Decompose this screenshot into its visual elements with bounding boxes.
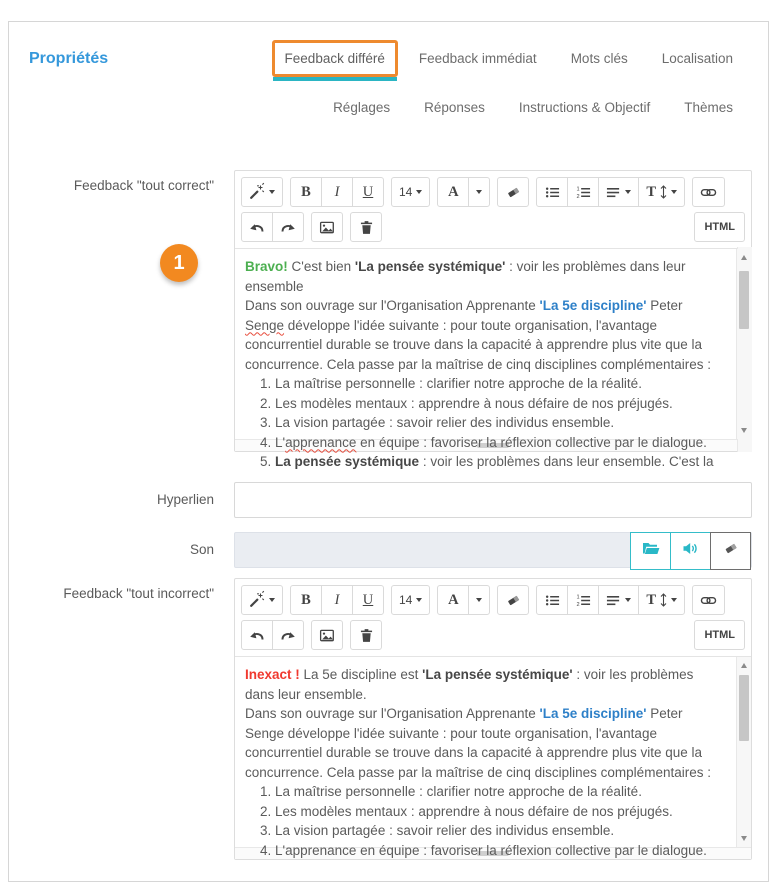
italic-button[interactable]: I bbox=[321, 177, 353, 207]
unordered-list-button[interactable] bbox=[536, 177, 568, 207]
svg-text:2: 2 bbox=[576, 601, 580, 608]
page-title: Propriétés bbox=[29, 50, 109, 67]
speaker-icon bbox=[682, 541, 699, 561]
undo-button[interactable] bbox=[241, 212, 273, 242]
chevron-down-icon bbox=[476, 598, 482, 602]
chevron-down-icon bbox=[476, 190, 482, 194]
ordered-list-icon bbox=[576, 185, 591, 200]
scrollbar-thumb[interactable] bbox=[739, 675, 749, 741]
scroll-down-icon[interactable] bbox=[741, 836, 747, 841]
link-icon bbox=[700, 185, 717, 200]
tab-themes[interactable]: Thèmes bbox=[684, 100, 733, 115]
tab-row-2 bbox=[320, 89, 746, 126]
eraser-icon bbox=[506, 185, 521, 200]
chevron-down-icon bbox=[671, 598, 677, 602]
italic-button[interactable]: I bbox=[321, 585, 353, 615]
link-button[interactable] bbox=[692, 177, 725, 207]
tab-reponses[interactable]: Réponses bbox=[424, 100, 485, 115]
step-1-badge: 1 bbox=[160, 244, 198, 282]
panel-header bbox=[29, 40, 752, 126]
redo-arrow-icon bbox=[280, 629, 296, 642]
undo-arrow-icon bbox=[249, 629, 265, 642]
image-icon bbox=[319, 220, 335, 235]
tab-localisation[interactable]: Localisation bbox=[661, 51, 733, 66]
line-height-button[interactable]: T bbox=[638, 177, 685, 207]
feedback-correct-row bbox=[29, 170, 752, 469]
eraser-icon bbox=[723, 541, 739, 561]
undo-button[interactable] bbox=[241, 620, 273, 650]
clear-format-button[interactable] bbox=[497, 177, 529, 207]
richtext-editor-correct bbox=[234, 170, 752, 469]
style-magic-button[interactable] bbox=[241, 585, 283, 615]
play-sound-button[interactable] bbox=[670, 532, 711, 570]
scroll-down-icon[interactable] bbox=[741, 428, 747, 433]
feedback-incorrect-row bbox=[29, 578, 752, 860]
chevron-down-icon bbox=[416, 190, 422, 194]
font-color-button[interactable]: A bbox=[437, 177, 469, 207]
delete-button[interactable] bbox=[350, 620, 382, 650]
image-icon bbox=[319, 628, 335, 643]
html-view-button[interactable]: HTML bbox=[694, 620, 745, 650]
bold-button[interactable]: B bbox=[290, 177, 322, 207]
style-magic-button[interactable] bbox=[241, 177, 283, 207]
editor-toolbar bbox=[235, 579, 751, 657]
chevron-down-icon bbox=[671, 190, 677, 194]
eraser-icon bbox=[506, 593, 521, 608]
undo-arrow-icon bbox=[249, 221, 265, 234]
insert-image-button[interactable] bbox=[311, 620, 343, 650]
vertical-scrollbar[interactable] bbox=[736, 657, 751, 847]
align-icon bbox=[606, 593, 621, 608]
svg-text:1: 1 bbox=[576, 186, 580, 193]
line-height-button[interactable]: T bbox=[638, 585, 685, 615]
redo-button[interactable] bbox=[272, 620, 304, 650]
link-icon bbox=[700, 593, 717, 608]
font-size-button[interactable]: 14 bbox=[391, 585, 430, 615]
editor-content-correct[interactable]: Bravo! C'est bien 'La pensée systémique' : voir les problèmes dans leur ensemble Dans son ouvrage sur l'Organisation Apprenante 'La 5e discipline' Peter Senge développe l'idée suivante : pour toute organisation, l'avantage concurrentiel durable se trouve dans la capacité à apprendre plus vite que la concurrence. Cela passe par la maîtrise de cinq disciplines complémentaires : 1. La maîtrise personnelle : clarifier notre approche de la réalité. 2. Les modèles mentaux : apprendre à nous défaire de nos préjugés. 3. La vision partagée : savoir relier des individus ensemble. 4. L'apprenance en équipe : favoriser la réflexion collective par le dialogue. 5. La pensée systémique : voir les problèmes dans leur ensemble. C'est la bbox=[235, 249, 751, 439]
trash-icon bbox=[360, 628, 373, 643]
scrollbar-thumb[interactable] bbox=[739, 271, 749, 329]
hyperlink-row bbox=[29, 482, 752, 518]
richtext-editor-incorrect bbox=[234, 578, 752, 860]
open-folder-icon bbox=[642, 541, 660, 561]
clear-sound-button[interactable] bbox=[710, 532, 751, 570]
chevron-down-icon bbox=[269, 598, 275, 602]
chevron-down-icon bbox=[625, 598, 631, 602]
ordered-list-icon bbox=[576, 593, 591, 608]
font-size-button[interactable]: 14 bbox=[391, 177, 430, 207]
scroll-up-icon[interactable] bbox=[741, 255, 747, 260]
trash-icon bbox=[360, 220, 373, 235]
tab-feedback-differe[interactable]: Feedback différé bbox=[272, 40, 398, 77]
sound-label: Son bbox=[189, 542, 214, 558]
paragraph-align-button[interactable] bbox=[598, 177, 639, 207]
link-button[interactable] bbox=[692, 585, 725, 615]
up-down-arrow-icon bbox=[660, 185, 667, 199]
insert-image-button[interactable] bbox=[311, 212, 343, 242]
feedback-incorrect-label: Feedback "tout incorrect" bbox=[63, 586, 214, 601]
svg-text:1: 1 bbox=[576, 594, 580, 601]
chevron-down-icon bbox=[625, 190, 631, 194]
font-color-dropdown[interactable] bbox=[468, 585, 490, 615]
html-view-button[interactable]: HTML bbox=[694, 212, 745, 242]
browse-sound-button[interactable] bbox=[630, 532, 671, 570]
clear-format-button[interactable] bbox=[497, 585, 529, 615]
hyperlink-input[interactable] bbox=[234, 482, 752, 518]
redo-arrow-icon bbox=[280, 221, 296, 234]
underline-button[interactable]: U bbox=[352, 585, 384, 615]
hyperlink-label: Hyperlien bbox=[156, 492, 214, 508]
font-color-button[interactable]: A bbox=[437, 585, 469, 615]
align-icon bbox=[606, 185, 621, 200]
tab-bar bbox=[272, 40, 752, 126]
unordered-list-button[interactable] bbox=[536, 585, 568, 615]
chevron-down-icon bbox=[269, 190, 275, 194]
scroll-up-icon[interactable] bbox=[741, 663, 747, 668]
underline-button[interactable]: U bbox=[352, 177, 384, 207]
tab-row-1 bbox=[272, 40, 746, 77]
redo-button[interactable] bbox=[272, 212, 304, 242]
ordered-list-button[interactable] bbox=[567, 177, 599, 207]
sound-row bbox=[29, 532, 752, 568]
tab-feedback-immediat[interactable]: Feedback immédiat bbox=[418, 51, 537, 66]
properties-panel bbox=[8, 21, 769, 882]
sound-file-field bbox=[234, 532, 752, 568]
svg-text:2: 2 bbox=[576, 193, 580, 200]
vertical-scrollbar[interactable] bbox=[736, 249, 751, 439]
feedback-correct-label: Feedback "tout correct" 1 bbox=[29, 170, 214, 195]
paragraph-align-button[interactable] bbox=[598, 585, 639, 615]
editor-content-incorrect[interactable]: Inexact ! La 5e discipline est 'La pensée systémique' : voir les problèmes dans leur ensemble. Dans son ouvrage sur l'Organisation Apprenante 'La 5e discipline' Peter Senge développe l'idée suivante : pour toute organisation, l'avantage concurrentiel durable se trouve dans la capacité à apprendre plus vite que la concurrence. Cela passe par la maîtrise de cinq disciplines complémentaires : 1. La maîtrise personnelle : clarifier notre approche de la réalité. 2. Les modèles mentaux : apprendre à nous défaire de nos préjugés. 3. La vision partagée : savoir relier des individus ensemble. 4. L'apprenance en équipe : favoriser la réflexion collective par le dialogue. bbox=[235, 657, 751, 847]
ordered-list-button[interactable] bbox=[567, 585, 599, 615]
delete-button[interactable] bbox=[350, 212, 382, 242]
editor-toolbar bbox=[235, 171, 751, 249]
unordered-list-icon bbox=[545, 593, 560, 608]
unordered-list-icon bbox=[545, 185, 560, 200]
tab-reglages[interactable]: Réglages bbox=[333, 100, 391, 115]
tab-instructions-objectif[interactable]: Instructions & Objectif bbox=[518, 100, 651, 115]
up-down-arrow-icon bbox=[660, 593, 667, 607]
font-color-dropdown[interactable] bbox=[468, 177, 490, 207]
chevron-down-icon bbox=[416, 598, 422, 602]
bold-button[interactable]: B bbox=[290, 585, 322, 615]
magic-wand-icon bbox=[249, 592, 265, 608]
tab-mots-cles[interactable]: Mots clés bbox=[570, 51, 628, 66]
magic-wand-icon bbox=[249, 184, 265, 200]
